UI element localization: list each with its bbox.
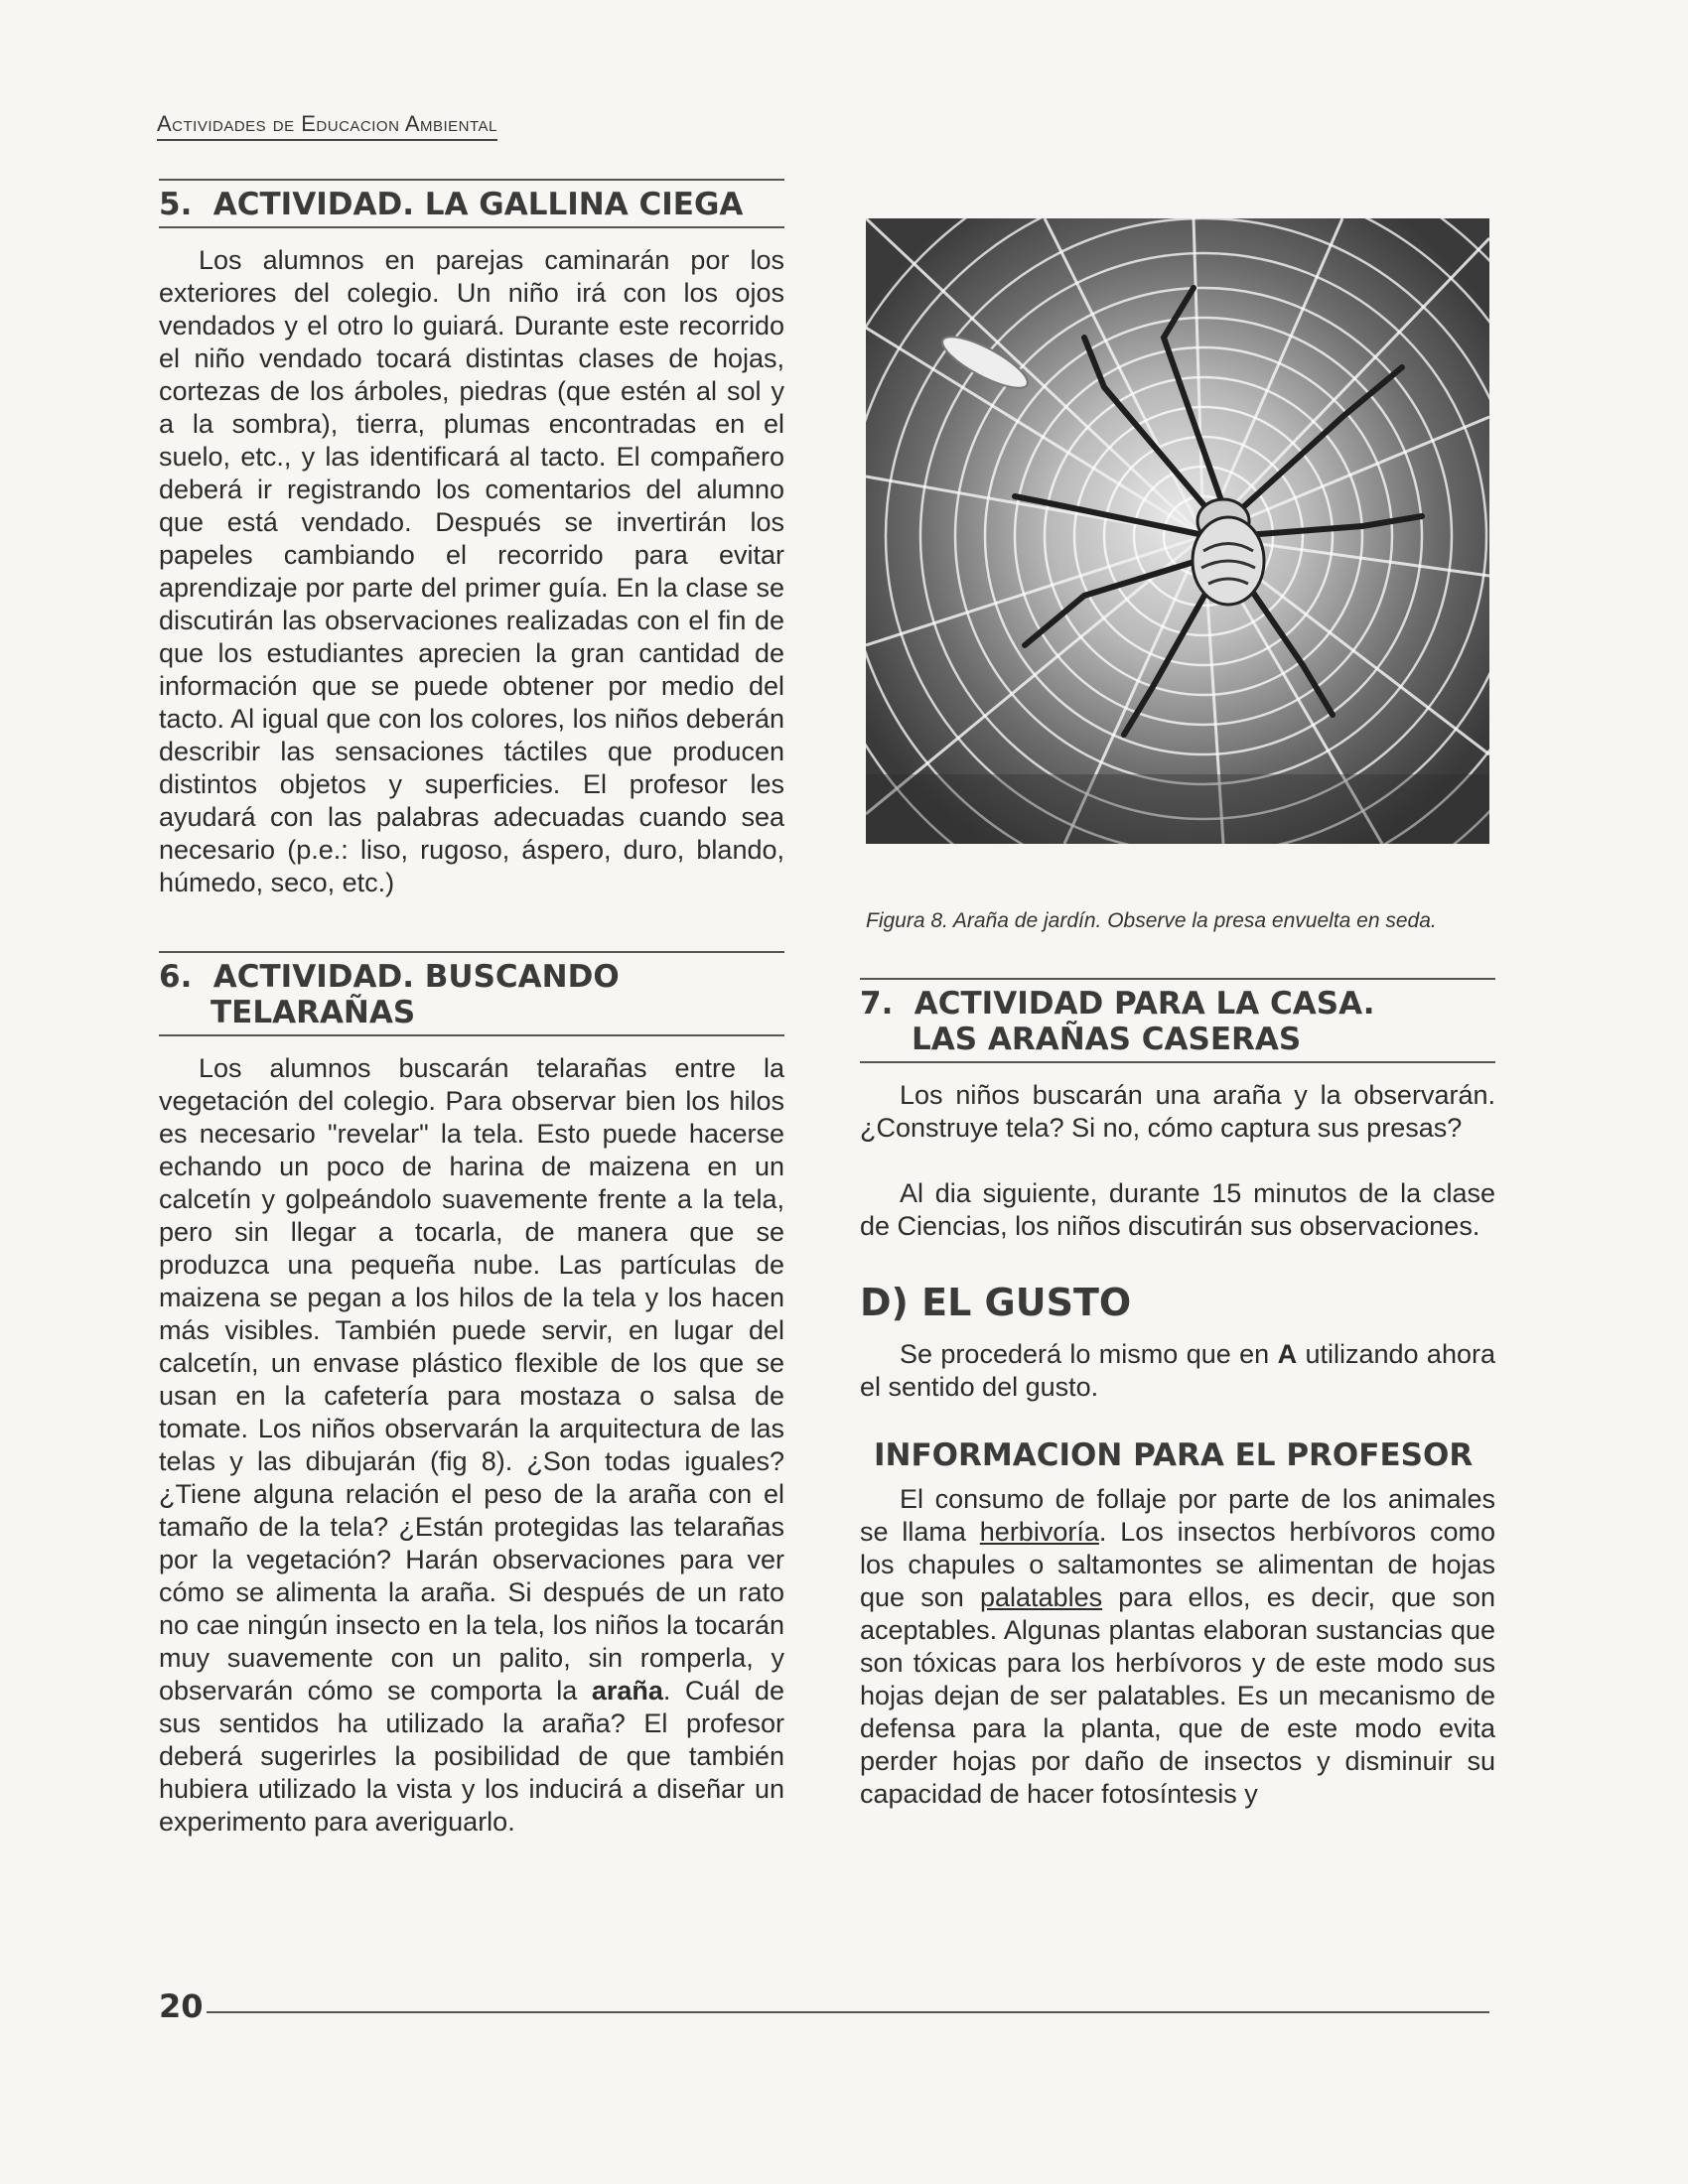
info-term-herbivoria: herbivoría (979, 1517, 1099, 1547)
section-7-number: 7. (860, 986, 894, 1022)
section-5-number: 5. (159, 187, 193, 222)
section-7-heading (860, 978, 1495, 1063)
section-5-paragraph: Los alumnos en parejas caminarán por los exteriores del colegio. Un niño irá con los ojos vendados y el otro lo guiará. Durante este recorrido el niño vendado tocará distintas clases de hojas, cortezas de los árboles, piedras (que estén al sol y a la sombra), tierra, plumas encontradas en el suelo, etc., y las identificará al tacto. El compañero deberá ir registrando los comentarios del alumno que está vendado. Después se invertirán los papeles cambiando el recorrido para evitar aprendizaje por parte del primer guía. En la clase se discutirán las observaciones realizadas con el fin de que los estudiantes aprecien la gran cantidad de información que se puede obtener por medio del tacto. Al igual que con los colores, los niños deberán describir las sensaciones táctiles que producen distintos objetos y superficies. El profesor les ayudará con las palabras adecuadas cuando sea necesario (p.e.: liso, rugoso, áspero, duro, blando, húmedo, seco, etc.) (159, 245, 784, 897)
info-text-part1: El consumo de follaje por parte de los animales se llama (860, 1484, 1495, 1547)
page-footer (159, 1987, 1489, 2027)
section-7-title-line1: ACTIVIDAD PARA LA CASA. (914, 986, 1375, 1022)
info-paragraph (860, 1483, 1495, 1811)
section-7-title-line2: LAS ARAÑAS CASERAS (912, 1022, 1302, 1057)
right-column (860, 218, 1495, 1811)
info-term-palatables: palatables (979, 1582, 1103, 1612)
info-text-part3: para ellos, es decir, que son aceptables. Algunas plantas elaboran sustancias que son tóxicas para los herbívoros y de este modo sus hojas dejan de ser palatables. Es un mecanismo de defensa para la planta, que de este modo evita perder hojas por daño de insectos y disminuir su capacidad de hacer fotosíntesis y (860, 1582, 1495, 1809)
section-d-paragraph (860, 1338, 1495, 1404)
section-7-paragraph-2: Al dia siguiente, durante 15 minutos de la clase de Ciencias, los niños discutirán sus observaciones. (860, 1178, 1495, 1241)
section-5-title: ACTIVIDAD. LA GALLINA CIEGA (212, 187, 744, 222)
page-number: 20 (159, 1987, 204, 2025)
section-6-paragraph (159, 1052, 784, 1839)
info-text-part2: . Los insectos herbívoros como los chapules o saltamontes se alimentan de hojas que son (860, 1517, 1495, 1612)
figure-caption: Figura 8. Araña de jardín. Observe la presa envuelta en seda. (866, 909, 1437, 932)
running-head: Actividades de Educacion Ambiental (157, 111, 497, 141)
spider-web-illustration (866, 218, 1489, 844)
left-column (159, 179, 784, 1839)
section-6-title-line2: TELARAÑAS (211, 995, 416, 1030)
section-d-bold-letter: A (1277, 1339, 1298, 1369)
section-d-text-part2: utilizando ahora el sentido del gusto. (860, 1339, 1495, 1402)
section-6-number: 6. (159, 959, 193, 995)
section-6-text-part1: Los alumnos buscarán telarañas entre la vegetación del colegio. Para observar bien los hilos es necesario "revelar" la tela. Esto puede hacerse echando un poco de harina de maizena en un calcetín y golpeándolo suavemente frente a la tela, pero sin llegar a tocarla, de manera que se produzca una pequeña nube. Las partículas de maizena se pegan a los hilos de la tela y los hacen más visibles. También puede servir, en lugar del calcetín, un envase plástico flexible de los que se usan en la cafetería para mostaza o salsa de tomate. Los niños observarán la arquitectura de las telas y las dibujarán (fig 8). ¿Son todas iguales? ¿Tiene alguna relación el peso de la araña con el tamaño de la tela? ¿Están protegidas las telarañas por la vegetación? Harán observaciones para ver cómo se alimenta la araña. Si después de un rato no cae ningún insecto en la tela, los niños la tocarán muy suavemente con un palito, sin romperla, y observarán cómo se comporta la (159, 1053, 784, 1706)
footer-rule (207, 2011, 1489, 2013)
section-6-title-line1: ACTIVIDAD. BUSCANDO (212, 959, 620, 995)
info-heading: INFORMACION PARA EL PROFESOR (874, 1437, 1474, 1473)
spider-web-photo (866, 218, 1489, 844)
section-6-heading (159, 951, 784, 1036)
section-6-text-part2: . Cuál de sus sentidos ha utilizado la araña? El profesor deberá sugerirles la posibilidad de que también hubiera utilizado la vista y los inducirá a diseñar un experimento para averiguarlo. (159, 1676, 784, 1837)
section-5-heading (159, 179, 784, 228)
section-d-heading: D) EL GUSTO (860, 1281, 1132, 1324)
section-7-paragraph-1: Los niños buscarán una araña y la observarán. ¿Construye tela? Si no, cómo captura sus presas? (860, 1080, 1495, 1143)
section-d-text-part1: Se procederá lo mismo que en (900, 1339, 1278, 1369)
section-6-bold-word: araña (591, 1676, 663, 1706)
